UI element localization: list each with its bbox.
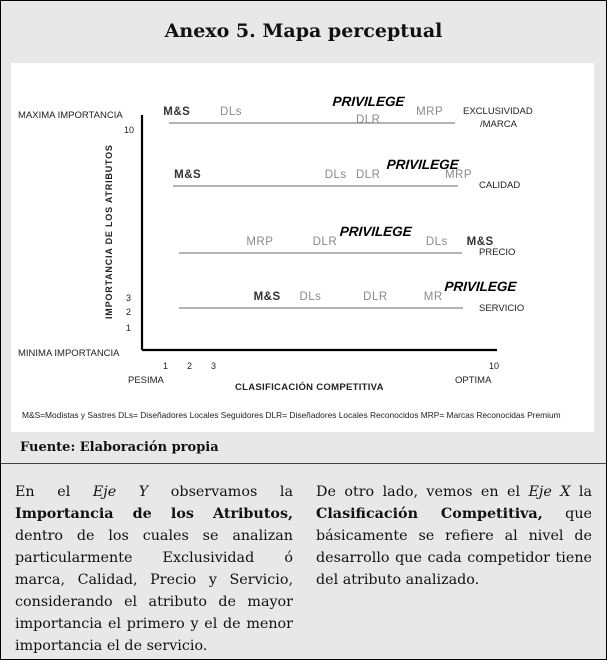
competitor-label-privilege: PRIVILEGE xyxy=(339,224,413,239)
competitor-label: DLR xyxy=(355,169,381,181)
x-axis-left-label: PESIMA xyxy=(128,375,164,386)
left-paragraph xyxy=(15,481,293,657)
competitor-label-privilege: PRIVILEGE xyxy=(443,279,517,294)
page-title: Anexo 5. Mapa perceptual xyxy=(164,20,443,42)
y-axis-top-label: MAXIMA IMPORTANCIA xyxy=(18,110,123,121)
perceptual-map-svg xyxy=(11,63,594,432)
x-tick-label: 2 xyxy=(187,361,193,371)
x-axis-title: CLASIFICACIÓN COMPETITIVA xyxy=(235,382,384,393)
paragraph-segment: Importancia de los Atributos, xyxy=(15,506,293,522)
x-axis-right-label: OPTIMA xyxy=(455,375,492,386)
competitor-label: DLs xyxy=(425,236,448,248)
legend: M&S=Modistas y Sastres DLs= Diseñadores Locales Seguidores DLR= Diseñadores Locales Reconocidos MRP= Marcas Reconocidas Premium xyxy=(22,410,561,420)
x-tick-label: 10 xyxy=(489,361,500,371)
competitor-label: M&S xyxy=(163,106,191,118)
attribute-label: /MARCA xyxy=(480,119,517,130)
paragraph-segment: Eje X xyxy=(528,484,571,500)
competitor-label-privilege: PRIVILEGE xyxy=(332,94,406,109)
competitor-label: DLR xyxy=(312,236,338,248)
competitor-label: DLR xyxy=(363,291,388,303)
right-paragraph xyxy=(316,481,592,591)
competitor-label: MR xyxy=(423,291,443,303)
competitor-label: M&S xyxy=(253,291,281,303)
competitor-label-privilege: PRIVILEGE xyxy=(386,157,460,172)
competitor-label: DLs xyxy=(220,106,242,118)
paragraph-segment: Eje Y xyxy=(92,484,149,500)
attribute-label: EXCLUSIVIDAD xyxy=(463,106,533,117)
x-tick-label: 1 xyxy=(163,361,169,371)
y-tick-label: 10 xyxy=(124,125,135,135)
competitor-label: M&S xyxy=(466,236,494,248)
paragraph-segment: dentro de los cuales se analizan particularmente Exclusividad ó marca, Calidad, Precio y Servicio, considerando el atributo de mayor importancia el primero y el de menor importancia el de servicio. xyxy=(15,528,293,654)
paragraph-segment: Clasificación Competitiva, xyxy=(316,506,543,522)
y-axis-bottom-label: MINIMA IMPORTANCIA xyxy=(18,348,120,359)
divider xyxy=(1,463,606,464)
competitor-label: MRP xyxy=(246,236,274,248)
attribute-label: CALIDAD xyxy=(479,180,521,191)
y-tick-label: 3 xyxy=(126,293,132,303)
competitor-label: DLs xyxy=(299,291,322,303)
y-tick-label: 1 xyxy=(126,323,132,333)
x-tick-label: 3 xyxy=(211,361,217,371)
competitor-label: DLR xyxy=(355,114,381,126)
paragraph-segment: De otro lado, vemos en el xyxy=(316,484,529,500)
competitor-label: M&S xyxy=(174,169,202,181)
y-axis-title: IMPORTANCIA DE LOS ATRIBUTOS xyxy=(104,144,114,319)
competitor-label: MRP xyxy=(416,106,444,118)
y-tick-label: 2 xyxy=(126,307,132,317)
perceptual-map-figure xyxy=(11,63,594,432)
attribute-label: PRECIO xyxy=(479,247,516,258)
competitor-label: MRP xyxy=(444,169,473,181)
attribute-label: SERVICIO xyxy=(479,303,525,314)
paragraph-segment: observamos la xyxy=(148,484,293,500)
competitor-label: DLs xyxy=(324,169,347,181)
paragraph-segment: En el xyxy=(15,484,93,500)
figure-source: Fuente: Elaboración propia xyxy=(20,440,219,455)
paragraph-segment: la xyxy=(570,484,592,500)
paragraph-segment: que básicamente se refiere al nivel de desarrollo que cada competidor tiene del atributo analizado. xyxy=(316,506,592,588)
